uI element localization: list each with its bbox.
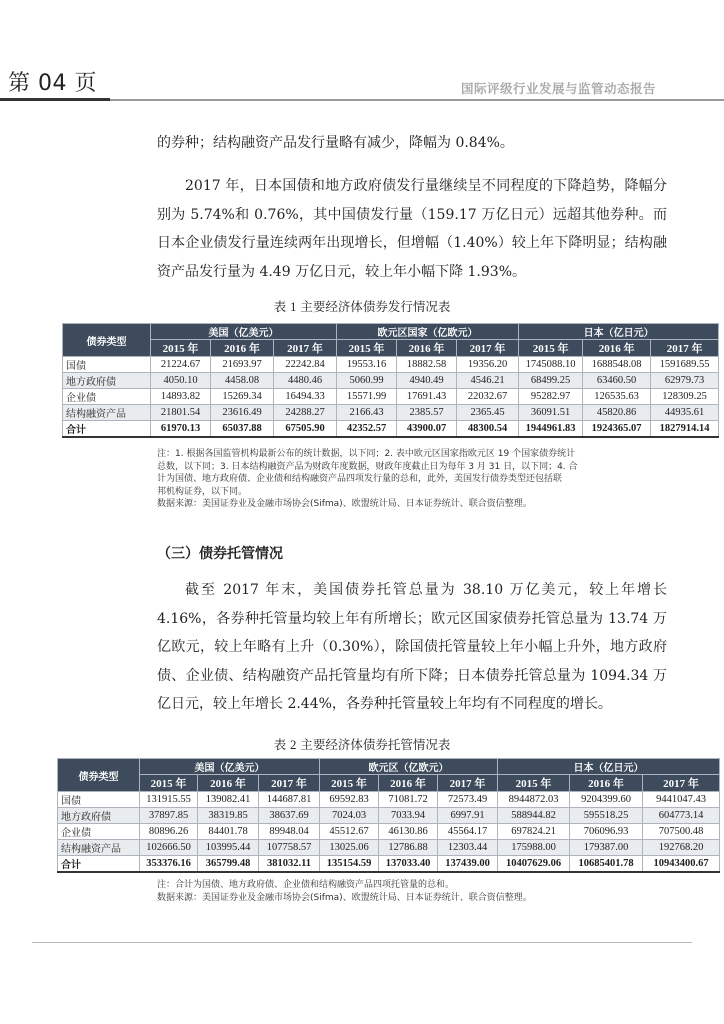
- table-cell: 19356.20: [457, 357, 519, 373]
- table-cell: 21693.97: [211, 357, 274, 373]
- bond-issuance-table: [62, 323, 719, 438]
- year-header: 2016 年: [397, 340, 457, 357]
- table-cell: 23616.49: [211, 405, 274, 421]
- table-cell: 37897.85: [140, 808, 198, 824]
- table-cell: 44935.61: [651, 405, 719, 421]
- header-rule-dark: [0, 98, 110, 101]
- note-line: 注：合计为国债、地方政府债、企业债和结构融资产品四项托管量的总和。: [157, 880, 455, 890]
- table-cell: 697824.21: [498, 824, 570, 840]
- table-cell: 48300.54: [457, 421, 519, 438]
- table-cell: 4546.21: [457, 373, 519, 389]
- table-row: [63, 389, 719, 405]
- table-cell: 16494.33: [274, 389, 337, 405]
- table-cell: 21801.54: [151, 405, 211, 421]
- table-cell: 72573.49: [438, 792, 498, 808]
- table-cell: 4458.08: [211, 373, 274, 389]
- table-cell: 365799.48: [198, 856, 259, 873]
- year-header: 2016 年: [198, 775, 259, 792]
- table-cell: 95282.97: [519, 389, 583, 405]
- page-number: 第 04 页: [8, 71, 97, 96]
- table-row: [58, 824, 720, 840]
- table-row: [58, 808, 720, 824]
- table-cell: 1944961.83: [519, 421, 583, 438]
- table-cell: 175988.00: [498, 840, 570, 856]
- year-header: 2016 年: [211, 340, 274, 357]
- year-header: 2015 年: [498, 775, 570, 792]
- table-cell: 604773.14: [643, 808, 720, 824]
- table-cell: 8944872.03: [498, 792, 570, 808]
- table-cell: 13025.06: [320, 840, 379, 856]
- table-cell: 21224.67: [151, 357, 211, 373]
- table-cell: 2385.57: [397, 405, 457, 421]
- table-cell: 707500.48: [643, 824, 720, 840]
- table-row: [63, 421, 719, 438]
- table-body: [58, 792, 720, 873]
- group-header: 美国（亿美元）: [140, 759, 320, 775]
- table-cell: 69592.83: [320, 792, 379, 808]
- row-label: 结构融资产品: [58, 840, 140, 856]
- year-header: 2015 年: [151, 340, 211, 357]
- section-title: （三）债券托管情况: [157, 546, 283, 562]
- table-cell: 126535.63: [583, 389, 651, 405]
- table-cell: 10943400.67: [643, 856, 720, 873]
- table-cell: 67505.90: [274, 421, 337, 438]
- table-cell: 588944.82: [498, 808, 570, 824]
- table-cell: 84401.78: [198, 824, 259, 840]
- table-cell: 15269.34: [211, 389, 274, 405]
- table-cell: 144687.81: [259, 792, 320, 808]
- year-header: 2015 年: [519, 340, 583, 357]
- row-label: 合计: [63, 421, 151, 438]
- year-header-row: [63, 340, 719, 357]
- row-label: 地方政府债: [63, 373, 151, 389]
- table-cell: 107758.57: [259, 840, 320, 856]
- note-line: 计为国债、地方政府债、企业债和结构融资产品四项发行量的总和，此外，美国发行债券类型还包括联: [157, 474, 563, 484]
- corner-header: 债券类型: [63, 324, 151, 357]
- table-cell: 17691.43: [397, 389, 457, 405]
- table-1-title: 表 1 主要经济体债券发行情况表: [273, 299, 451, 314]
- table-cell: 2166.43: [337, 405, 397, 421]
- table-cell: 9204399.60: [570, 792, 643, 808]
- year-header: 2017 年: [651, 340, 719, 357]
- table-cell: 45820.86: [583, 405, 651, 421]
- table-row: [58, 856, 720, 873]
- table-cell: 5060.99: [337, 373, 397, 389]
- table-cell: 4940.49: [397, 373, 457, 389]
- note-line: 注：1. 根据各国监管机构最新公布的统计数据，以下同；2. 表中欧元区国家指欧元区 19 个国家债券统计: [157, 449, 576, 459]
- paragraph-3: 截至 2017 年末，美国债券托管总量为 38.10 万亿美元，较上年增长 4.16%，各券种托管量均较上年有所增长；欧元区国家债券托管总量为 13.74 万亿欧元，较上年略有上升（0.30%），除国债托管量较上年小幅上升外，地方政府债、企业债、结构融资产品托管量均有所下降；日本债券托管总量为 1094.34 万亿日元，较上年增长 2.44%，各券种托管量较上年均有不同程度的增长。: [157, 582, 667, 712]
- table-cell: 68499.25: [519, 373, 583, 389]
- table-body: [63, 357, 719, 438]
- table-cell: 22032.67: [457, 389, 519, 405]
- table-1-notes: [157, 448, 697, 511]
- year-header-row: [58, 775, 720, 792]
- table-cell: 103995.44: [198, 840, 259, 856]
- table-cell: 137033.40: [379, 856, 438, 873]
- table-cell: 1688548.08: [583, 357, 651, 373]
- table-cell: 381032.11: [259, 856, 320, 873]
- table-cell: 38637.69: [259, 808, 320, 824]
- group-header: 日本（亿日元）: [498, 759, 720, 775]
- table-row: [63, 405, 719, 421]
- table-cell: 43900.07: [397, 421, 457, 438]
- table-cell: 15571.99: [337, 389, 397, 405]
- table-cell: 36091.51: [519, 405, 583, 421]
- table-cell: 65037.88: [211, 421, 274, 438]
- table-cell: 38319.85: [198, 808, 259, 824]
- table-cell: 80896.26: [140, 824, 198, 840]
- year-header: 2017 年: [457, 340, 519, 357]
- table-cell: 12303.44: [438, 840, 498, 856]
- year-header: 2016 年: [583, 340, 651, 357]
- row-label: 地方政府债: [58, 808, 140, 824]
- group-header-row: [58, 759, 720, 775]
- table-2-notes: [157, 879, 697, 904]
- row-label: 结构融资产品: [63, 405, 151, 421]
- table-cell: 1827914.14: [651, 421, 719, 438]
- table-cell: 2365.45: [457, 405, 519, 421]
- row-label: 国债: [63, 357, 151, 373]
- corner-header: 债券类型: [58, 759, 140, 792]
- page-header: [0, 0, 724, 110]
- table-cell: 89948.04: [259, 824, 320, 840]
- table-cell: 18882.58: [397, 357, 457, 373]
- table-row: [63, 373, 719, 389]
- row-label: 企业债: [63, 389, 151, 405]
- table-cell: 353376.16: [140, 856, 198, 873]
- year-header: 2017 年: [643, 775, 720, 792]
- table-cell: 12786.88: [379, 840, 438, 856]
- table-row: [58, 840, 720, 856]
- table-cell: 9441047.43: [643, 792, 720, 808]
- row-label: 国债: [58, 792, 140, 808]
- table-cell: 45512.67: [320, 824, 379, 840]
- table-cell: 10685401.78: [570, 856, 643, 873]
- table-cell: 61970.13: [151, 421, 211, 438]
- table-2-title: 表 2 主要经济体债券托管情况表: [273, 737, 451, 752]
- note-line: 数据来源：美国证券业及金融市场协会(Sifma)、欧盟统计局、日本证券统计、联合资信整理。: [157, 499, 532, 509]
- table-cell: 6997.91: [438, 808, 498, 824]
- table-cell: 7024.03: [320, 808, 379, 824]
- note-line: 总数，以下同；3. 日本结构融资产品为财政年度数据，财政年度截止日为每年 3 月 31 日，以下同；4. 合: [157, 461, 578, 472]
- bond-custody-table: [57, 758, 720, 873]
- table-cell: 14893.82: [151, 389, 211, 405]
- table-cell: 128309.25: [651, 389, 719, 405]
- table-cell: 1924365.07: [583, 421, 651, 438]
- table-cell: 137439.00: [438, 856, 498, 873]
- table-cell: 71081.72: [379, 792, 438, 808]
- year-header: 2015 年: [320, 775, 379, 792]
- table-cell: 595518.25: [570, 808, 643, 824]
- year-header: 2016 年: [570, 775, 643, 792]
- year-header: 2017 年: [438, 775, 498, 792]
- table-cell: 192768.20: [643, 840, 720, 856]
- note-line: 数据来源：美国证券业及金融市场协会(Sifma)、欧盟统计局、日本证券统计、联合资信整理。: [157, 892, 532, 903]
- group-header: 日本（亿日元）: [519, 324, 719, 340]
- header-rule-light: [110, 99, 724, 101]
- year-header: 2017 年: [274, 340, 337, 357]
- table-row: [58, 792, 720, 808]
- table-cell: 135154.59: [320, 856, 379, 873]
- report-title: 国际评级行业发展与监管动态报告: [460, 81, 656, 96]
- year-header: 2017 年: [259, 775, 320, 792]
- table-row: [63, 357, 719, 373]
- footer-rule: [32, 942, 692, 943]
- table-cell: 1745088.10: [519, 357, 583, 373]
- row-label: 合计: [58, 856, 140, 873]
- paragraph-2: 2017 年，日本国债和地方政府债发行量继续呈不同程度的下降趋势，降幅分别为 5.74%和 0.76%，其中国债发行量（159.17 万亿日元）远超其他券种。而日本企业债发行量连续两年出现增长，但增幅（1.40%）较上年下降明显；结构融资产品发行量为 4.49 万亿日元，较上年小幅下降 1.93%。: [157, 178, 667, 280]
- table-cell: 1591689.55: [651, 357, 719, 373]
- year-header: 2016 年: [379, 775, 438, 792]
- group-header-row: [63, 324, 719, 340]
- group-header: 欧元区国家（亿欧元）: [337, 324, 519, 340]
- table-cell: 4480.46: [274, 373, 337, 389]
- table-cell: 22242.84: [274, 357, 337, 373]
- table-cell: 131915.55: [140, 792, 198, 808]
- table-cell: 7033.94: [379, 808, 438, 824]
- table-cell: 45564.17: [438, 824, 498, 840]
- table-cell: 139082.41: [198, 792, 259, 808]
- table-cell: 63460.50: [583, 373, 651, 389]
- table-cell: 19553.16: [337, 357, 397, 373]
- table-cell: 10407629.06: [498, 856, 570, 873]
- group-header: 欧元区（亿欧元）: [320, 759, 498, 775]
- table-cell: 42352.57: [337, 421, 397, 438]
- paragraph-1: 的券种；结构融资产品发行量略有减少，降幅为 0.84%。: [157, 135, 514, 151]
- table-cell: 4050.10: [151, 373, 211, 389]
- table-cell: 46130.86: [379, 824, 438, 840]
- group-header: 美国（亿美元）: [151, 324, 337, 340]
- table-cell: 102666.50: [140, 840, 198, 856]
- table-cell: 62979.73: [651, 373, 719, 389]
- table-cell: 706096.93: [570, 824, 643, 840]
- table-cell: 179387.00: [570, 840, 643, 856]
- note-line: 邦机构证券，以下同。: [157, 486, 248, 497]
- year-header: 2015 年: [337, 340, 397, 357]
- row-label: 企业债: [58, 824, 140, 840]
- year-header: 2015 年: [140, 775, 198, 792]
- table-cell: 24288.27: [274, 405, 337, 421]
